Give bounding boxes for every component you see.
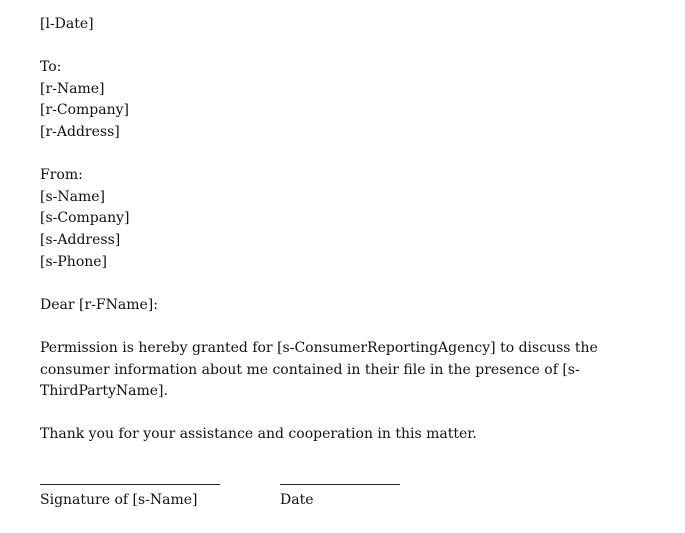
sender-phone: [s-Phone]	[40, 253, 108, 270]
sender-address: [s-Address]	[40, 231, 121, 248]
date-line	[280, 484, 400, 485]
signature-label: Signature of [s-Name]	[40, 492, 198, 508]
signature-column	[40, 471, 220, 510]
letter-date: [l-Date]	[40, 16, 94, 32]
recipient-name: [r-Name]	[40, 80, 105, 97]
sender-company: [s-Company]	[40, 210, 130, 227]
spacer	[40, 36, 670, 58]
from-label: From:	[40, 167, 83, 184]
signature-line	[40, 484, 220, 485]
date-label: Date	[280, 492, 314, 508]
recipient-address: [r-Address]	[40, 123, 120, 140]
spacer	[40, 403, 670, 425]
date-column	[280, 471, 400, 510]
recipient-company: [r-Company]	[40, 102, 129, 119]
sender-name: [s-Name]	[40, 188, 105, 205]
signature-block	[40, 471, 670, 521]
to-label: To:	[40, 59, 62, 76]
letter-document	[40, 14, 670, 446]
body-paragraph: Permission is hereby granted for [s-ConsumerReportingAgency] to discuss the consumer information about me contained in their file in the presence of [s-ThirdPartyName].	[40, 339, 598, 400]
spacer	[40, 273, 670, 295]
spacer	[40, 316, 670, 338]
spacer	[40, 144, 670, 166]
salutation: Dear [r-FName]:	[40, 296, 158, 313]
closing-paragraph: Thank you for your assistance and cooperation in this matter.	[40, 426, 477, 443]
